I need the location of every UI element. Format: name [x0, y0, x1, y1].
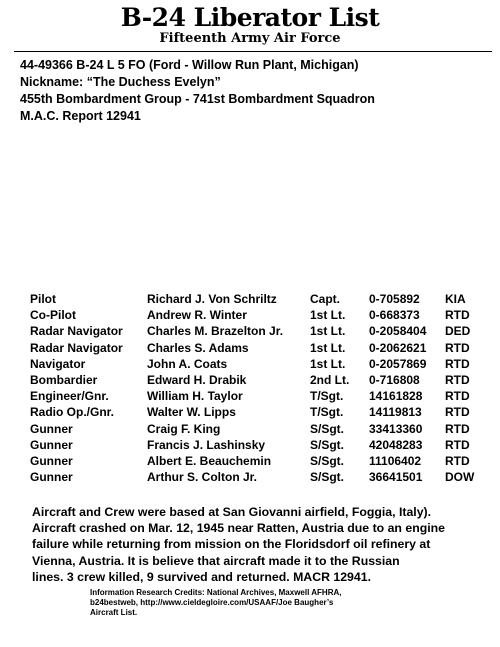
crew-status: RTD	[445, 437, 470, 452]
crew-row	[30, 372, 490, 388]
crew-row	[30, 469, 490, 485]
crew-name: Charles M. Brazelton Jr.	[147, 324, 284, 339]
crew-position: Navigator	[30, 356, 86, 371]
crew-position: Pilot	[30, 292, 56, 306]
crew-position: Gunner	[30, 421, 73, 436]
crew-rank: 1st Lt.	[310, 340, 346, 355]
crew-position: Radar Navigator	[30, 324, 123, 339]
crew-serial: 0-705892	[369, 292, 420, 306]
research-credits	[90, 588, 420, 619]
crew-rank: 1st Lt.	[310, 324, 346, 339]
crew-name: Walter W. Lipps	[147, 405, 236, 420]
crew-serial: 42048283	[369, 437, 423, 452]
crew-position: Gunner	[30, 437, 73, 452]
crew-row	[30, 323, 490, 339]
crew-table	[30, 291, 490, 485]
crew-serial: 14161828	[369, 389, 423, 404]
crew-status: RTD	[445, 356, 470, 371]
crew-status: RTD	[445, 389, 470, 404]
crew-position: Co-Pilot	[30, 308, 76, 323]
crew-status: KIA	[445, 292, 466, 306]
aircraft-info	[20, 57, 490, 125]
crew-status: RTD	[445, 340, 470, 355]
title-divider	[14, 51, 492, 52]
crew-name: Edward H. Drabik	[147, 372, 247, 387]
crew-status: RTD	[445, 405, 470, 420]
narrative-line: failure while returning from mission on the Floridsdorf oil refinery at	[32, 537, 431, 552]
crew-name: Francis J. Lashinsky	[147, 437, 266, 452]
crew-status: DOW	[445, 470, 475, 485]
crew-serial: 14119813	[369, 405, 422, 420]
page-subtitle: Fifteenth Army Air Force	[159, 31, 341, 46]
crew-status: RTD	[445, 453, 470, 468]
crew-serial: 0-2062621	[369, 340, 427, 355]
crew-position: Engineer/Gnr.	[30, 389, 109, 404]
narrative-text	[32, 504, 482, 585]
crew-row	[30, 453, 490, 469]
aircraft-unit: 455th Bombardment Group - 741st Bombardment Squadron	[20, 92, 375, 106]
crew-position: Gunner	[30, 453, 73, 468]
crew-rank: S/Sgt.	[310, 470, 345, 485]
crew-row	[30, 388, 490, 404]
credits-line: Aircraft List.	[90, 608, 138, 618]
crew-position: Gunner	[30, 470, 73, 485]
crew-name: William H. Taylor	[147, 389, 243, 404]
crew-name: Craig F. King	[147, 421, 221, 436]
crew-serial: 0-2057869	[369, 356, 427, 371]
crew-status: DED	[445, 324, 471, 339]
crew-name: John A. Coats	[147, 356, 228, 371]
crew-serial: 11106402	[369, 453, 422, 468]
crew-row	[30, 291, 490, 307]
crew-rank: S/Sgt.	[310, 437, 345, 452]
narrative-line: Aircraft crashed on Mar. 12, 1945 near Ratten, Austria due to an engine	[32, 521, 445, 536]
crew-row	[30, 356, 490, 372]
crew-name: Albert E. Beauchemin	[147, 453, 272, 468]
crew-serial: 0-668373	[369, 308, 420, 323]
crew-serial: 33413360	[369, 421, 423, 436]
aircraft-serial-line: 44-49366 B-24 L 5 FO (Ford - Willow Run Plant, Michigan)	[20, 58, 359, 72]
crew-row	[30, 340, 490, 356]
crew-rank: 2nd Lt.	[310, 372, 350, 387]
crew-row	[30, 437, 490, 453]
crew-rank: 1st Lt.	[310, 308, 346, 323]
crew-position: Radio Op./Gnr.	[30, 405, 115, 420]
credits-line: Information Research Credits: National Archives, Maxwell AFHRA,	[90, 588, 342, 597]
page-title: B-24 Liberator List	[120, 3, 380, 32]
narrative-line: lines. 3 crew killed, 9 survived and returned. MACR 12941.	[32, 569, 371, 584]
crew-status: RTD	[445, 421, 470, 436]
crew-position: Bombardier	[30, 372, 98, 387]
aircraft-nickname: Nickname: “The Duchess Evelyn”	[20, 75, 221, 89]
aircraft-report: M.A.C. Report 12941	[20, 109, 141, 123]
narrative-line: Vienna, Austria. It is believe that aircraft made it to the Russian	[32, 553, 400, 568]
crew-name: Charles S. Adams	[147, 340, 249, 355]
narrative-line: Aircraft and Crew were based at San Giovanni airfield, Foggia, Italy).	[32, 505, 432, 519]
credits-line: b24bestweb, http://www.cieldegloire.com/USAAF/Joe Baugher’s	[90, 598, 334, 608]
crew-status: RTD	[445, 308, 470, 323]
crew-name: Arthur S. Colton Jr.	[147, 470, 258, 485]
crew-rank: 1st Lt.	[310, 356, 346, 371]
crew-name: Andrew R. Winter	[147, 308, 247, 323]
crew-rank: S/Sgt.	[310, 421, 345, 436]
crew-serial: 0-716808	[369, 372, 420, 387]
crew-row	[30, 307, 490, 323]
crew-position: Radar Navigator	[30, 340, 123, 355]
crew-rank: T/Sgt.	[310, 405, 344, 420]
crew-row	[30, 404, 490, 420]
crew-row	[30, 421, 490, 437]
crew-name: Richard J. Von Schriltz	[147, 292, 277, 306]
crew-serial: 0-2058404	[369, 324, 427, 339]
crew-rank: S/Sgt.	[310, 453, 345, 468]
crew-status: RTD	[445, 372, 470, 387]
crew-serial: 36641501	[369, 470, 423, 485]
crew-rank: T/Sgt.	[310, 389, 344, 404]
crew-rank: Capt.	[310, 292, 340, 306]
